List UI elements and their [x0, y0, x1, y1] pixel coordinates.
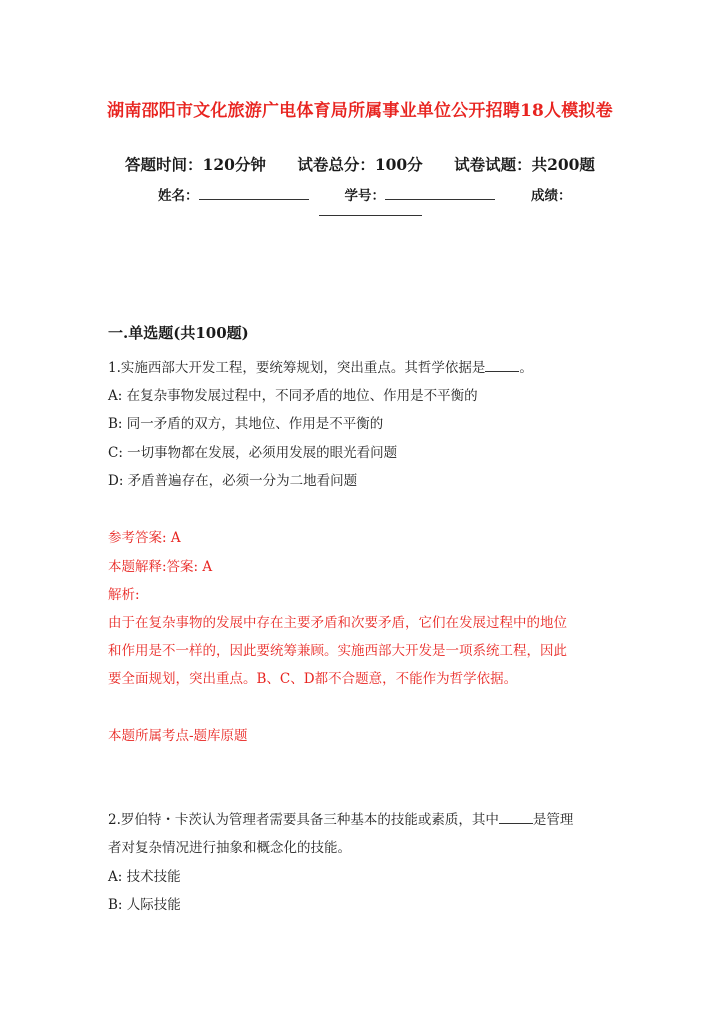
question-1-blank: [485, 361, 519, 372]
question-2-stem-end: 是管理: [532, 812, 574, 828]
question-1-analysis-line-3: 要全面规划，突出重点。B、C、D都不合题意，不能作为哲学依据。: [108, 671, 518, 687]
question-2-option-b: B: 人际技能: [108, 897, 181, 913]
question-1-stem-end: 。: [519, 360, 533, 376]
question-2-blank: [499, 813, 533, 824]
exam-title: 湖南邵阳市文化旅游广电体育局所属事业单位公开招聘18人模拟卷: [107, 101, 613, 121]
question-2-stem-line-2: 者对复杂情况进行抽象和概念化的技能。: [108, 840, 351, 856]
question-1-topic: 本题所属考点-题库原题: [108, 728, 248, 744]
question-1-explanation-answer: 本题解释:答案: A: [108, 559, 213, 575]
score-blank: [319, 203, 422, 216]
exam-question-count: 试卷试题：共200题: [454, 155, 595, 174]
question-1-analysis-label: 解析:: [108, 587, 140, 603]
student-info-fields: [158, 184, 572, 204]
exam-total-score: 试卷总分：100分: [297, 155, 423, 174]
question-1-option-c: C: 一切事物都在发展，必须用发展的眼光看问题: [108, 445, 398, 461]
question-2-stem-text: 2.罗伯特・卡茨认为管理者需要具备三种基本的技能或素质，其中: [108, 812, 499, 828]
question-1-option-a: A: 在复杂事物发展过程中，不同矛盾的地位、作用是不平衡的: [108, 388, 478, 404]
name-blank: [199, 187, 309, 200]
student-id-blank: [385, 187, 495, 200]
score-label: 成绩：: [531, 188, 572, 204]
student-id-label: 学号：: [344, 188, 385, 204]
name-label: 姓名：: [158, 188, 199, 204]
question-1-stem-text: 1.实施西部大开发工程，要统筹规划，突出重点。其哲学依据是: [108, 360, 486, 376]
question-1-analysis-line-2: 和作用是不一样的，因此要统筹兼顾。实施西部大开发是一项系统工程，因此: [108, 643, 567, 659]
exam-meta: [0, 153, 720, 175]
question-1-answer: 参考答案: A: [108, 530, 181, 546]
question-1-stem: [108, 356, 533, 376]
question-2-stem-line-1: [108, 808, 573, 828]
question-2-option-a: A: 技术技能: [108, 869, 181, 885]
exam-time: 答题时间：120分钟: [125, 155, 266, 174]
question-1-analysis-line-1: 由于在复杂事物的发展中存在主要矛盾和次要矛盾，它们在发展过程中的地位: [108, 615, 567, 631]
question-1-option-d: D: 矛盾普遍存在，必须一分为二地看问题: [108, 473, 358, 489]
question-1-option-b: B: 同一矛盾的双方，其地位、作用是不平衡的: [108, 416, 384, 432]
section-title: 一.单选题(共100题): [108, 324, 249, 342]
